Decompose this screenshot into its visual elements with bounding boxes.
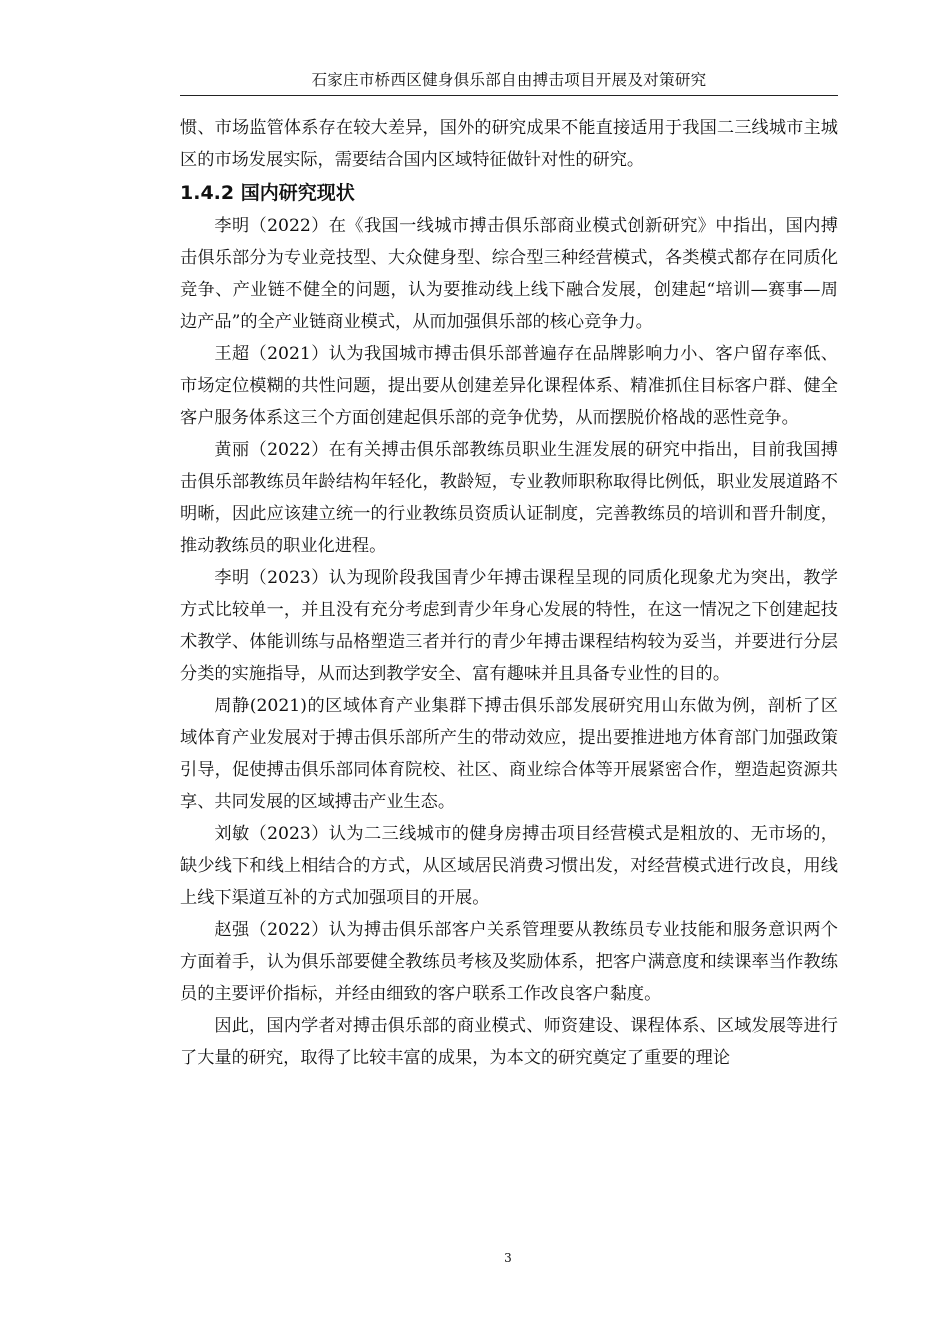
running-header-title: 石家庄市桥西区健身俱乐部自由搏击项目开展及对策研究 xyxy=(311,71,707,89)
paragraph-li-ming-2022: 李明（2022）在《我国一线城市搏击俱乐部商业模式创新研究》中指出，国内搏击俱乐部分为专业竞技型、大众健身型、综合型三种经营模式，各类模式都存在同质化竞争、产业链不健全的问题，认为要推动线上线下融合发展，创建起“培训—赛事—周边产品”的全产业链商业模式，从而加强俱乐部的核心竞争力。 xyxy=(180,216,838,332)
body-text xyxy=(180,112,838,1074)
paragraph-huang-li-2022: 黄丽（2022）在有关搏击俱乐部教练员职业生涯发展的研究中指出，目前我国搏击俱乐部教练员年龄结构年轻化，教龄短，专业教师职称取得比例低，职业发展道路不明晰，因此应该建立统一的行业教练员资质认证制度，完善教练员的培训和晋升制度，推动教练员的职业化进程。 xyxy=(180,440,838,556)
paragraph-liu-min-2023: 刘敏（2023）认为二三线城市的健身房搏击项目经营模式是粗放的、无市场的，缺少线下和线上相结合的方式，从区域居民消费习惯出发，对经营模式进行改良，用线上线下渠道互补的方式加强项目的开展。 xyxy=(180,824,838,908)
paragraph-li-ming-2023: 李明（2023）认为现阶段我国青少年搏击课程呈现的同质化现象尤为突出，教学方式比较单一，并且没有充分考虑到青少年身心发展的特性，在这一情况之下创建起技术教学、体能训练与品格塑造三者并行的青少年搏击课程结构较为妥当，并要进行分层分类的实施指导，从而达到教学安全、富有趣味并且具备专业性的目的。 xyxy=(180,568,838,684)
section-heading: 1.4.2 国内研究现状 xyxy=(180,182,355,204)
paragraph-wang-chao-2021: 王超（2021）认为我国城市搏击俱乐部普遍存在品牌影响力小、客户留存率低、市场定位模糊的共性问题，提出要从创建差异化课程体系、精准抓住目标客户群、健全客户服务体系这三个方面创建起俱乐部的竞争优势，从而摆脱价格战的恶性竞争。 xyxy=(180,344,838,428)
paragraph-zhao-qiang-2022: 赵强（2022）认为搏击俱乐部客户关系管理要从教练员专业技能和服务意识两个方面着手，认为俱乐部要健全教练员考核及奖励体系，把客户满意度和续课率当作教练员的主要评价指标，并经由细致的客户联系工作改良客户黏度。 xyxy=(180,920,838,1004)
paragraph-zhou-jing-2021: 周静(2021)的区域体育产业集群下搏击俱乐部发展研究用山东做为例，剖析了区域体育产业发展对于搏击俱乐部所产生的带动效应，提出要推进地方体育部门加强政策引导，促使搏击俱乐部同体育院校、社区、商业综合体等开展紧密合作，塑造起资源共享、共同发展的区域搏击产业生态。 xyxy=(180,696,838,812)
paragraph-summary: 因此，国内学者对搏击俱乐部的商业模式、师资建设、课程体系、区域发展等进行了大量的研究，取得了比较丰富的成果，为本文的研究奠定了重要的理论 xyxy=(180,1016,838,1068)
header-divider xyxy=(180,95,838,96)
page-number: 3 xyxy=(504,1251,512,1265)
continued-paragraph: 惯、市场监管体系存在较大差异，国外的研究成果不能直接适用于我国二三线城市主城区的市场发展实际，需要结合国内区域特征做针对性的研究。 xyxy=(180,118,838,170)
